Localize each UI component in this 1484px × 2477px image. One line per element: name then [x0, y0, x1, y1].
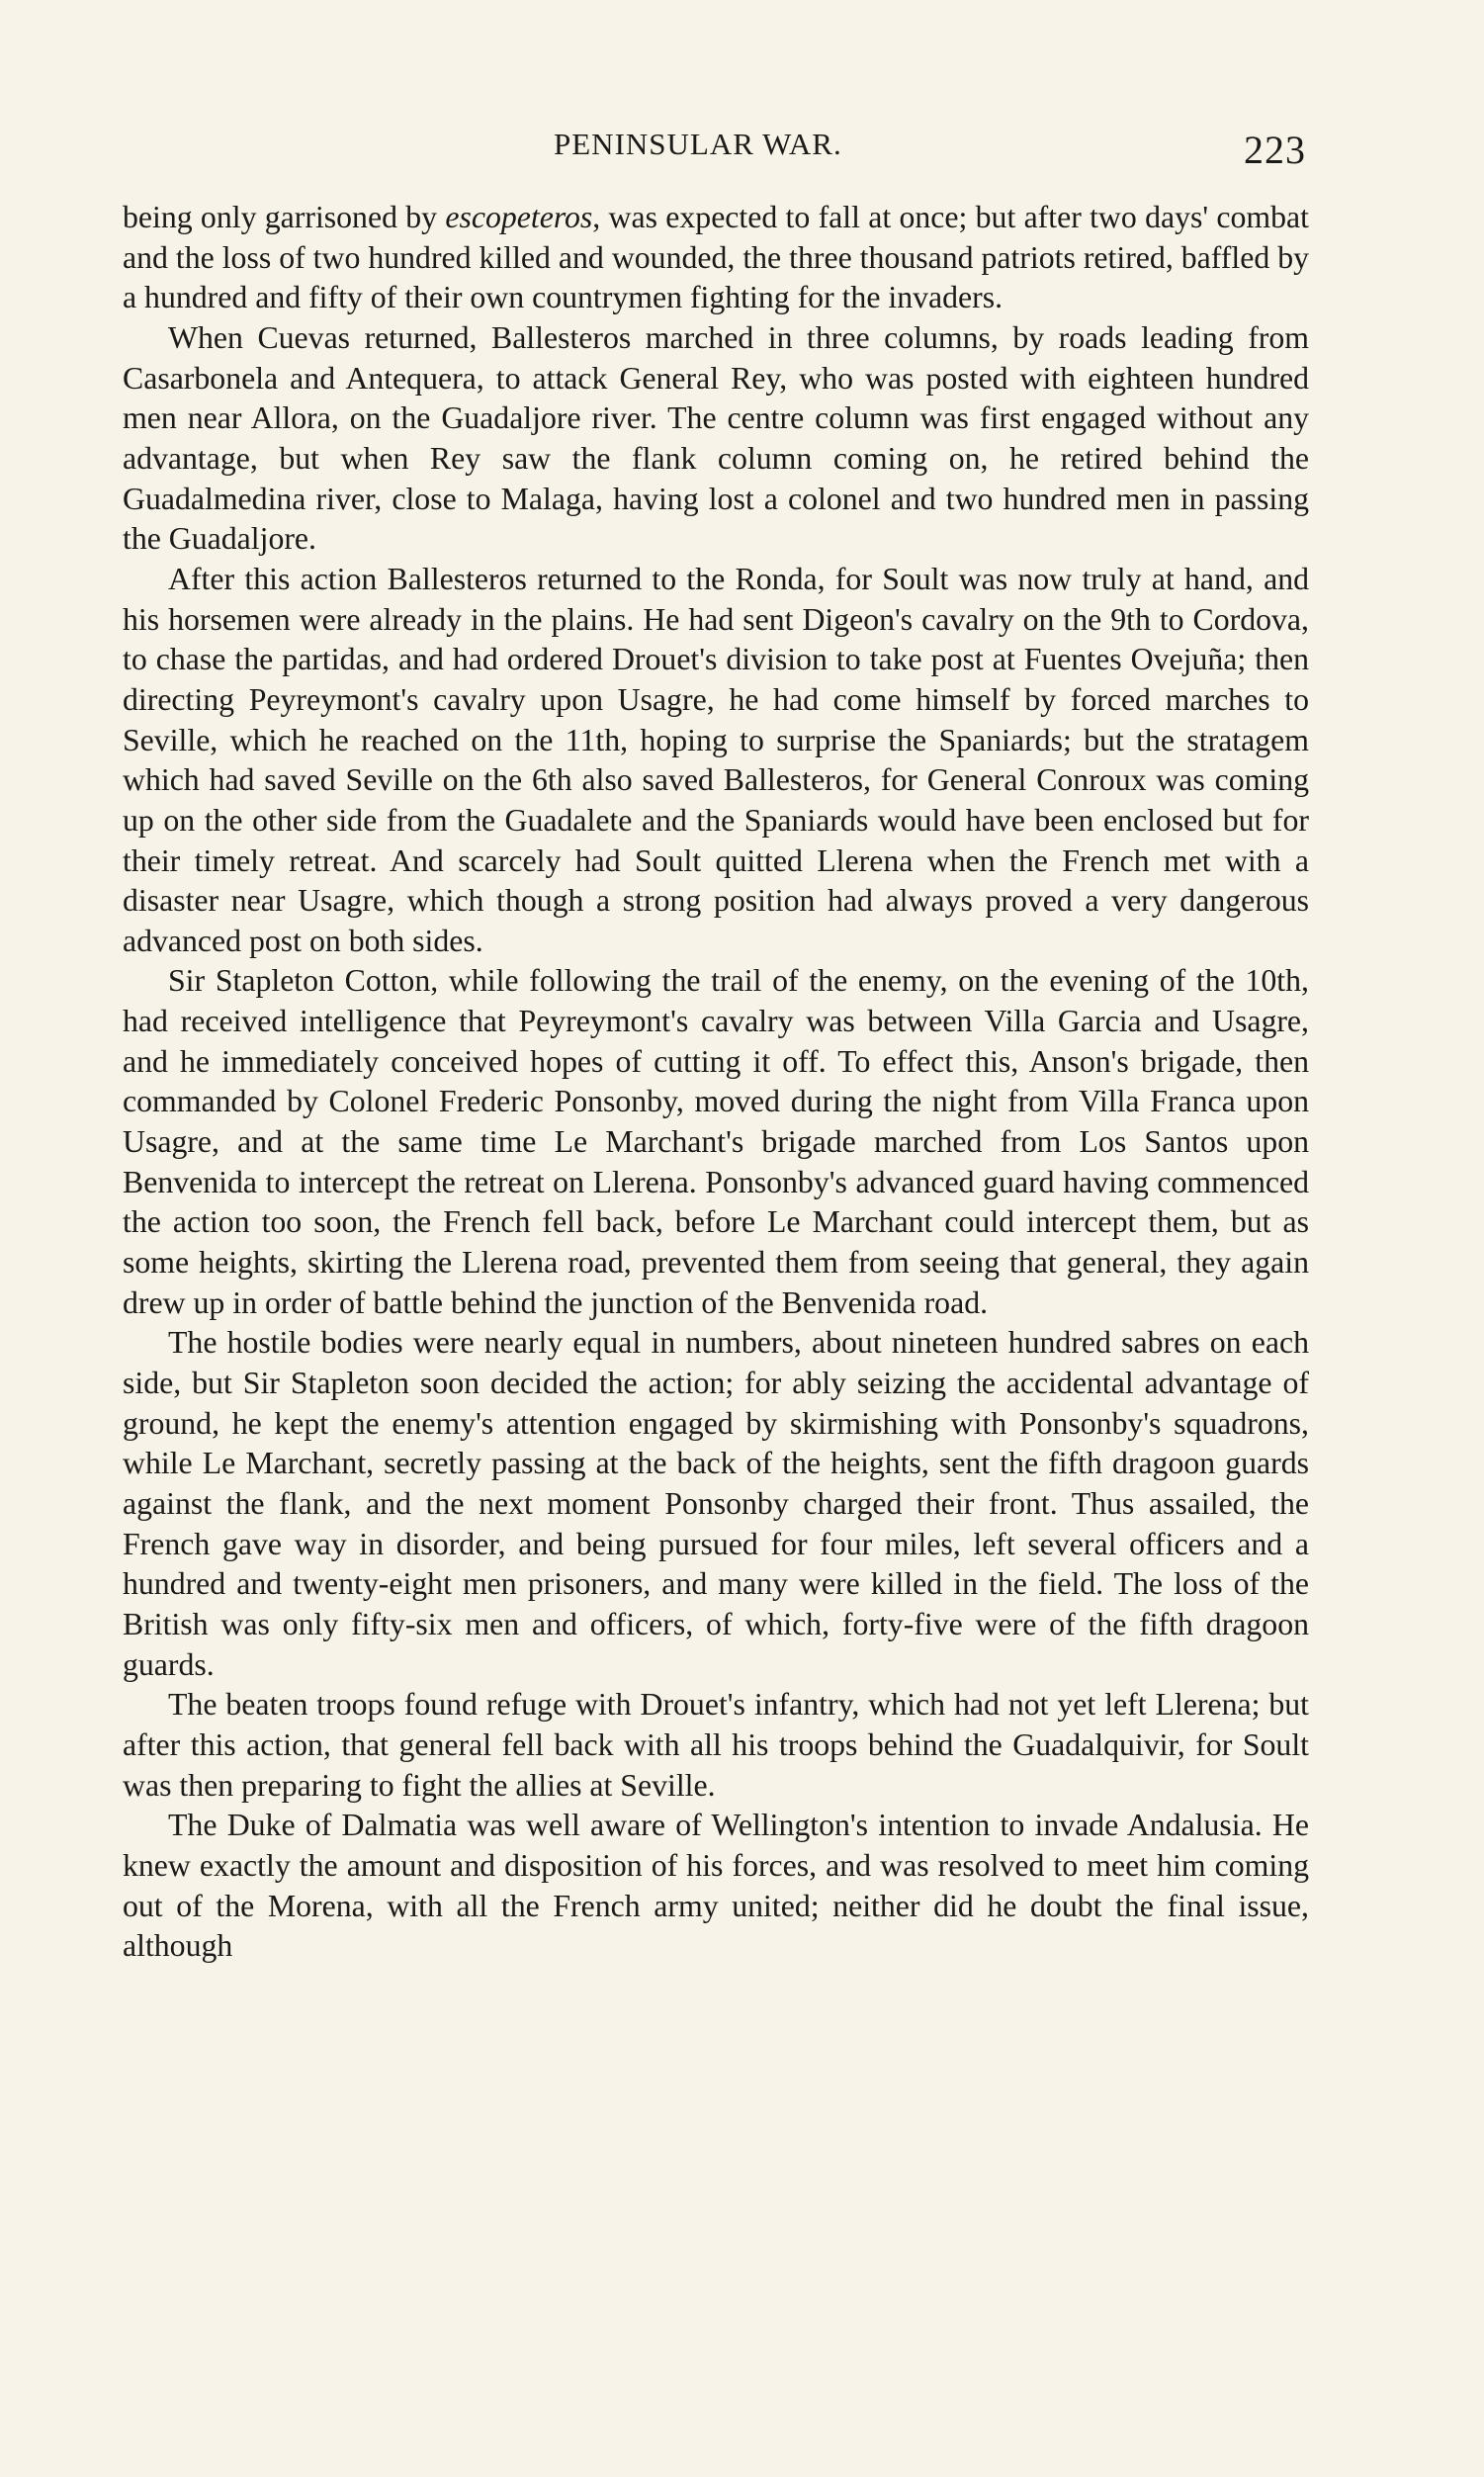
paragraph-4: Sir Stapleton Cotton, while following the trail of the enemy, on the evening of the 10th, had received intelligence that Peyreymont's cavalry was between Villa Garcia and Usagre, and he immediately conceived hopes of cutting it off. To effect this, Anson's brigade, then commanded by Colonel Frederic Ponsonby, moved during the night from Villa Franca upon Usagre, and at the same time Le Marchant's brigade marched from Los Santos upon Benvenida to intercept the retreat on Llerena. Ponsonby's advanced guard having commenced the action too soon, the French fell back, before Le Marchant could intercept them, but as some heights, skirting the Llerena road, prevented them from seeing that general, they again drew up in order of battle behind the junction of the Benvenida road. — [123, 963, 1309, 1320]
body-text — [123, 198, 1309, 1967]
running-title: PENINSULAR WAR. — [554, 127, 842, 161]
paragraph-1-rest: , was expected to fall at once; but after two days' combat and the loss of two hundred killed and wounded, the three thousand patriots retired, baffled by a hundred and fifty of their own countrymen fighting for the invaders. — [123, 200, 1309, 315]
paragraph-2: When Cuevas returned, Ballesteros marched in three columns, by roads leading from Casarbonela and Antequera, to attack General Rey, who was posted with eighteen hundred men near Allora, on the Guadaljore river. The centre column was first engaged without any advantage, but when Rey saw the flank column coming on, he retired behind the Guadalmedina river, close to Malaga, having lost a colonel and two hundred men in passing the Guadaljore. — [123, 319, 1309, 557]
paragraph-5: The hostile bodies were nearly equal in numbers, about nineteen hundred sabres on each side, but Sir Stapleton soon decided the action; for ably seizing the accidental advantage of ground, he kept the enemy's attention engaged by skirmishing with Ponsonby's squadrons, while Le Marchant, secretly passing at the back of the heights, sent the fifth dragoon guards against the flank, and the next moment Ponsonby charged their front. Thus assailed, the French gave way in disorder, and being pursued for four miles, left several officers and a hundred and twenty-eight men prisoners, and many were killed in the field. The loss of the British was only fifty-six men and officers, of which, forty-five were of the fifth dragoon guards. — [123, 1325, 1309, 1682]
paragraph-7: The Duke of Dalmatia was well aware of Wellington's intention to invade Andalusia. He knew exactly the amount and disposition of his forces, and was resolved to meet him coming out of the Morena, with all the French army united; neither did he doubt the final issue, although — [123, 1808, 1309, 1964]
paragraph-3: After this action Ballesteros returned to the Ronda, for Soult was now truly at hand, and his horsemen were already in the plains. He had sent Digeon's cavalry on the 9th to Cordova, to chase the partidas, and had ordered Drouet's division to take post at Fuentes Ovejuña; then directing Peyreymont's cavalry upon Usagre, he had come himself by forced marches to Seville, which he reached on the 11th, hoping to surprise the Spaniards; but the stratagem which had saved Seville on the 6th also saved Ballesteros, for General Conroux was coming up on the other side from the Guadalete and the Spaniards would have been enclosed but for their timely retreat. And scarcely had Soult quitted Llerena when the French met with a disaster near Usagre, which though a strong position had always proved a very dangerous advanced post on both sides. — [123, 561, 1309, 958]
paragraph-1 — [123, 198, 1309, 318]
paragraph-6: The beaten troops found refuge with Drouet's infantry, which had not yet left Llerena; but after this action, that general fell back with all his troops behind the Guadalquivir, for Soult was then preparing to fight the allies at Seville. — [123, 1687, 1309, 1803]
italic-term: escopeteros — [445, 200, 593, 234]
paragraph-1-start: being only garrisoned by — [123, 200, 446, 234]
page-number: 223 — [1244, 128, 1306, 172]
